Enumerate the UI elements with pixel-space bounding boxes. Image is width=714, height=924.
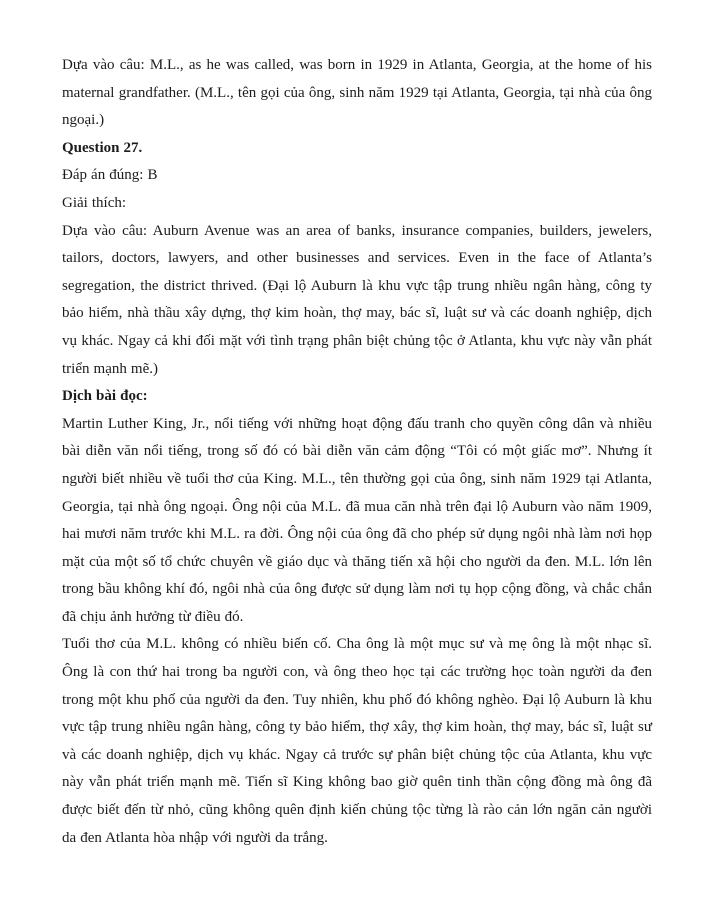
- correct-answer-line: Đáp án đúng: B: [62, 167, 158, 184]
- translation-paragraph-2: Tuổi thơ của M.L. không có nhiều biến cố. Cha ông là một mục sư và mẹ ông là một nhạc sĩ. Ông là con thứ hai trong ba người con, và ông theo học tại các trường học toàn người da đen trong một khu phố của người da đen. Tuy nhiên, khu phố đó không nghèo. Đại lộ Auburn là khu vực tập trung nhiều ngân hàng, công ty bảo hiểm, thợ xây, thợ kim hoàn, thợ may, bác sĩ, luật sư và các doanh nghiệp, dịch vụ khác. Ngay cả trước sự phân biệt chủng tộc của Atlanta, khu vực này vẫn phát triển mạnh mẽ. Tiến sĩ King không bao giờ quên tinh thần cộng đồng mà ông đã được biết đến từ nhỏ, cũng không quên định kiến chủng tộc từng là rào cản lớn ngăn cản người da đen Atlanta hòa nhập với người da trắng.: [62, 636, 652, 846]
- paragraph-evidence-question-27: Dựa vào câu: Auburn Avenue was an area of banks, insurance companies, builders, jewelers, tailors, doctors, lawyers, and other businesses and services. Even in the face of Atlanta’s segregation, the district thrived. (Đại lộ Auburn là khu vực tập trung nhiều ngân hàng, công ty bảo hiểm, nhà thầu xây dựng, thợ kim hoàn, thợ may, bác sĩ, luật sư và các doanh nghiệp, dịch vụ khác. Ngay cả khi đối mặt với tình trạng phân biệt chủng tộc ở Atlanta, khu vực này vẫn phát triển mạnh mẽ.): [62, 222, 652, 377]
- translation-paragraph-1: Martin Luther King, Jr., nổi tiếng với những hoạt động đấu tranh cho quyền công dân và nhiều bài diễn văn nổi tiếng, trong số đó có bài diễn văn cảm động “Tôi có một giấc mơ”. Nhưng ít người biết nhiều về tuổi thơ của King. M.L., tên thường gọi của ông, sinh năm 1929 tại Atlanta, Georgia, tại nhà ông ngoại. Ông nội của M.L. đã mua căn nhà trên đại lộ Auburn vào năm 1909, hai mươi năm trước khi M.L. ra đời. Ông nội của ông đã cho phép sử dụng ngôi nhà làm nơi họp mặt của một số tổ chức chuyên về giáo dục và thăng tiến xã hội cho người da đen. M.L. lớn lên trong bầu không khí đó, ngôi nhà của ông được sử dụng làm nơi tụ họp cộng đồng, và chắc chắn đã chịu ảnh hưởng từ điều đó.: [62, 415, 652, 625]
- paragraph-evidence-question-26: Dựa vào câu: M.L., as he was called, was born in 1929 in Atlanta, Georgia, at the home of his maternal grandfather. (M.L., tên gọi của ông, sinh năm 1929 tại Atlanta, Georgia, tại nhà của ông ngoại.): [62, 57, 652, 129]
- question-27-heading: Question 27.: [62, 139, 143, 156]
- reading-translation-heading: Dịch bài đọc:: [62, 388, 148, 405]
- explanation-label: Giải thích:: [62, 194, 127, 211]
